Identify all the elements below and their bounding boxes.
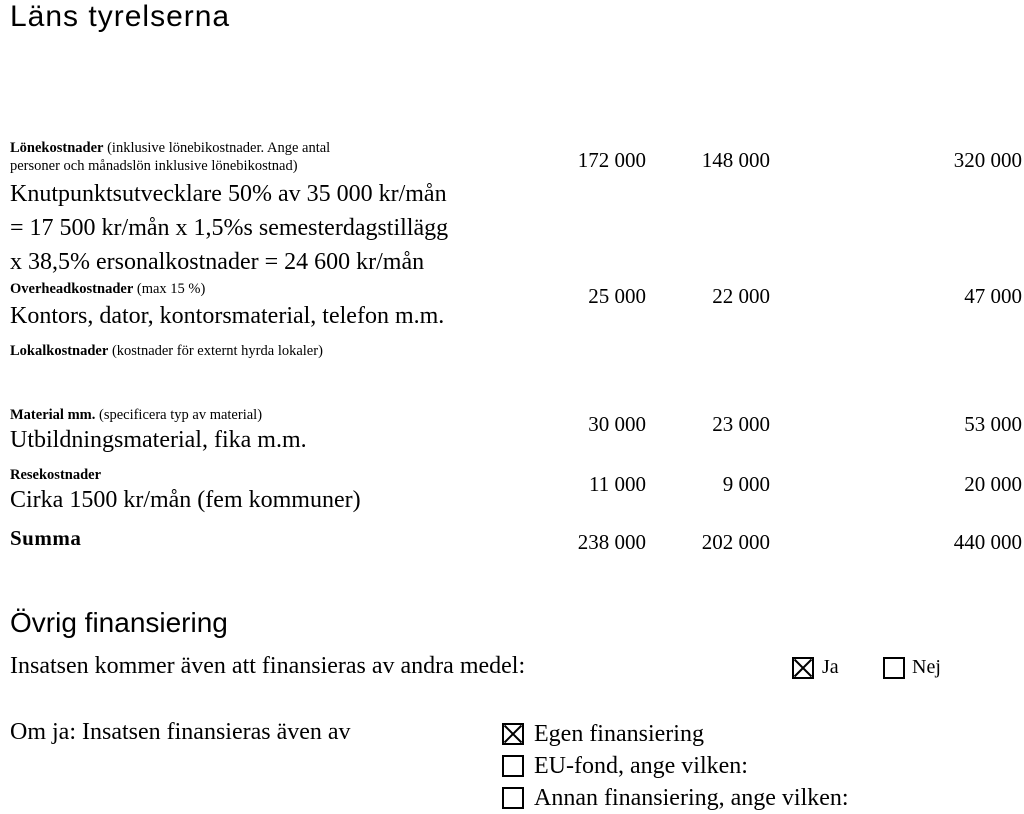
row-lonekostnader-detail-1: Knutpunktsutvecklare 50% av 35 000 kr/mån [10,181,447,207]
summa-value-1: 238 000 [577,530,646,554]
row-overhead-value-total: 47 000 [964,284,1022,308]
summa-label: Summa [10,526,82,550]
summa-value-2: 202 000 [701,530,770,554]
summa-value-total: 440 000 [953,530,1022,554]
section-title-ovrig: Övrig finansiering [10,607,228,638]
option-eu-fond[interactable] [502,750,748,782]
row-lonekostnader-detail-2: = 17 500 kr/mån x 1,5%s semesterdagstillägg [10,215,449,241]
financing-question: Insatsen kommer även att finansieras av andra medel: [10,653,526,679]
option-egen-finansiering-label: Egen finansiering [534,721,704,747]
row-lokalkostnader-label: Lokalkostnader (kostnader för externt hyrda lokaler) [10,343,323,359]
checkbox-nej[interactable] [883,656,941,679]
row-overhead-value-1: 25 000 [588,284,646,308]
checkbox-nej-label: Nej [912,656,941,678]
option-annan-finansiering-label: Annan finansiering, ange vilken: [534,785,849,811]
row-rese-label: Resekostnader [10,467,102,483]
row-rese-value-2: 9 000 [722,472,770,496]
row-material-detail: Utbildningsmaterial, fika m.m. [10,427,307,453]
checkbox-ja-label: Ja [822,656,839,678]
row-overhead-value-2: 22 000 [712,284,770,308]
row-rese-value-1: 11 000 [589,472,646,496]
row-lonekostnader-value-1: 172 000 [577,148,646,172]
row-material-value-total: 53 000 [964,412,1022,436]
row-lonekostnader-detail-3: x 38,5% ersonalkostnader = 24 600 kr/mån [10,249,425,275]
row-rese-detail: Cirka 1500 kr/mån (fem kommuner) [10,487,361,513]
checkbox-ja-box[interactable] [792,657,814,679]
row-lonekostnader-label-line2: personer och månadslön inklusive lönebikostnad) [10,158,298,174]
row-rese-value-total: 20 000 [964,472,1022,496]
checkbox-nej-box[interactable] [883,657,905,679]
option-eu-fond-label: EU-fond, ange vilken: [534,753,748,779]
financing-followup: Om ja: Insatsen finansieras även av [10,719,351,745]
row-lonekostnader-label: Lönekostnader (inklusive lönebikostnader. Ange antal [10,140,331,156]
row-overhead-detail: Kontors, dator, kontorsmaterial, telefon m.m. [10,303,445,329]
row-material-label: Material mm. (specificera typ av material) [10,407,263,423]
row-overhead-label: Overheadkostnader (max 15 %) [10,281,206,297]
checkbox-ja[interactable] [792,656,839,679]
option-egen-finansiering-box[interactable] [502,723,524,745]
option-egen-finansiering[interactable] [502,718,704,750]
page-header: Läns tyrelserna [10,0,231,33]
option-annan-finansiering[interactable] [502,782,849,814]
row-material-value-1: 30 000 [588,412,646,436]
option-annan-finansiering-box[interactable] [502,787,524,809]
option-eu-fond-box[interactable] [502,755,524,777]
row-material-value-2: 23 000 [712,412,770,436]
row-lonekostnader-value-total: 320 000 [953,148,1022,172]
row-lonekostnader-value-2: 148 000 [701,148,770,172]
